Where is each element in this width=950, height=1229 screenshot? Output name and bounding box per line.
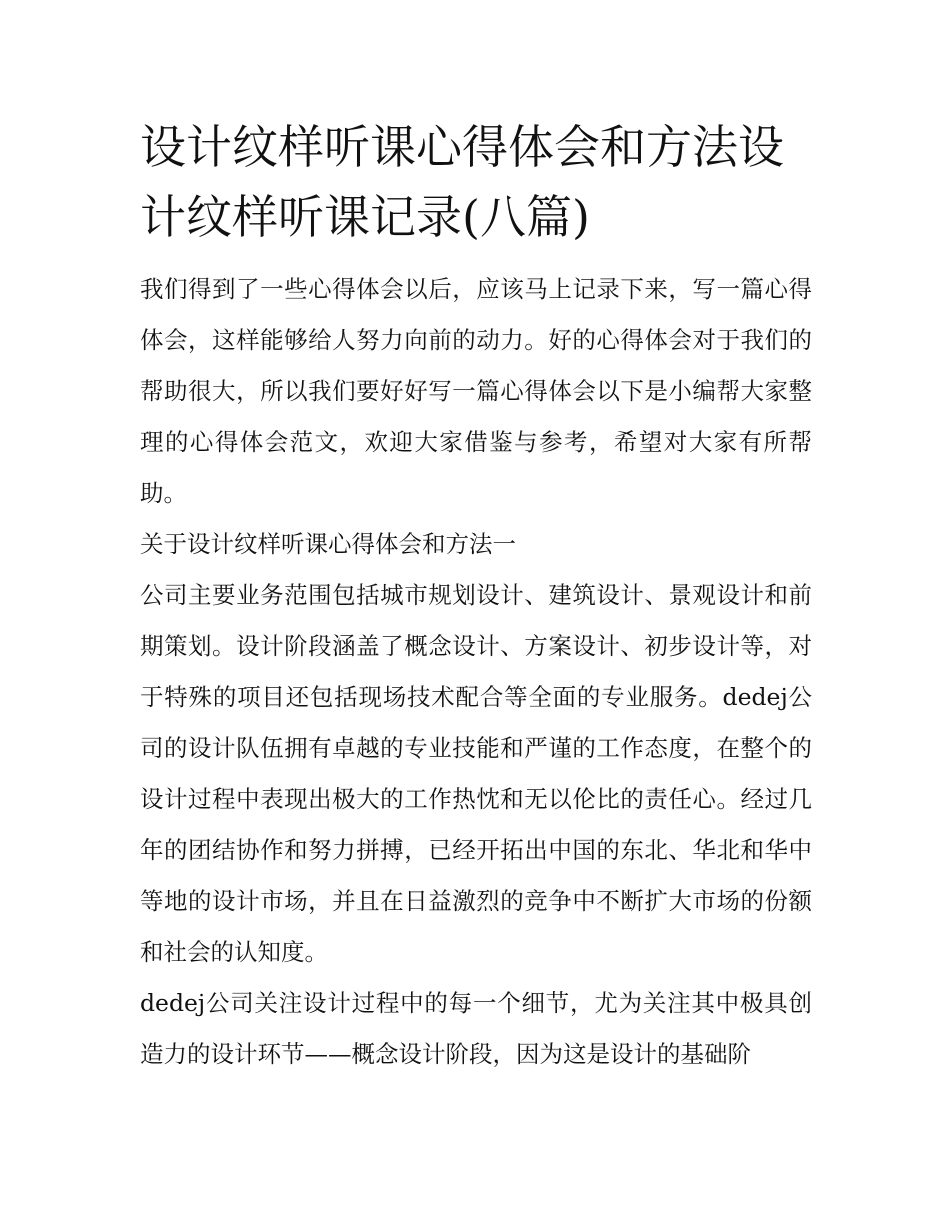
body-paragraph: dedej公司关注设计过程中的每一个细节，尤为关注其中极具创造力的设计环节——概念设计阶段，因为这是设计的基础阶 (140, 989, 812, 1068)
document-title: 设计纹样听课心得体会和方法设计纹样听课记录(八篇) (140, 120, 784, 244)
intro-paragraph: 我们得到了一些心得体会以后，应该马上记录下来，写一篇心得体会，这样能够给人努力向前的动力。好的心得体会对于我们的帮助很大，所以我们要好好写一篇心得体会以下是小编帮大家整理的心得体会范文，欢迎大家借鉴与参考，希望对大家有所帮助。 (140, 275, 812, 507)
section-heading: 关于设计纹样听课心得体会和方法一 (140, 530, 516, 558)
body-paragraph: 公司主要业务范围包括城市规划设计、建筑设计、景观设计和前期策划。设计阶段涵盖了概念设计、方案设计、初步设计等，对于特殊的项目还包括现场技术配合等全面的专业服务。dedej公司的设计队伍拥有卓越的专业技能和严谨的工作态度，在整个的设计过程中表现出极大的工作热忱和无以伦比的责任心。经过几年的团结协作和努力拼搏，已经开拓出中国的东北、华北和华中等地的设计市场，并且在日益激烈的竞争中不断扩大市场的份额和社会的认知度。 (140, 581, 812, 966)
document-body (140, 112, 812, 1080)
